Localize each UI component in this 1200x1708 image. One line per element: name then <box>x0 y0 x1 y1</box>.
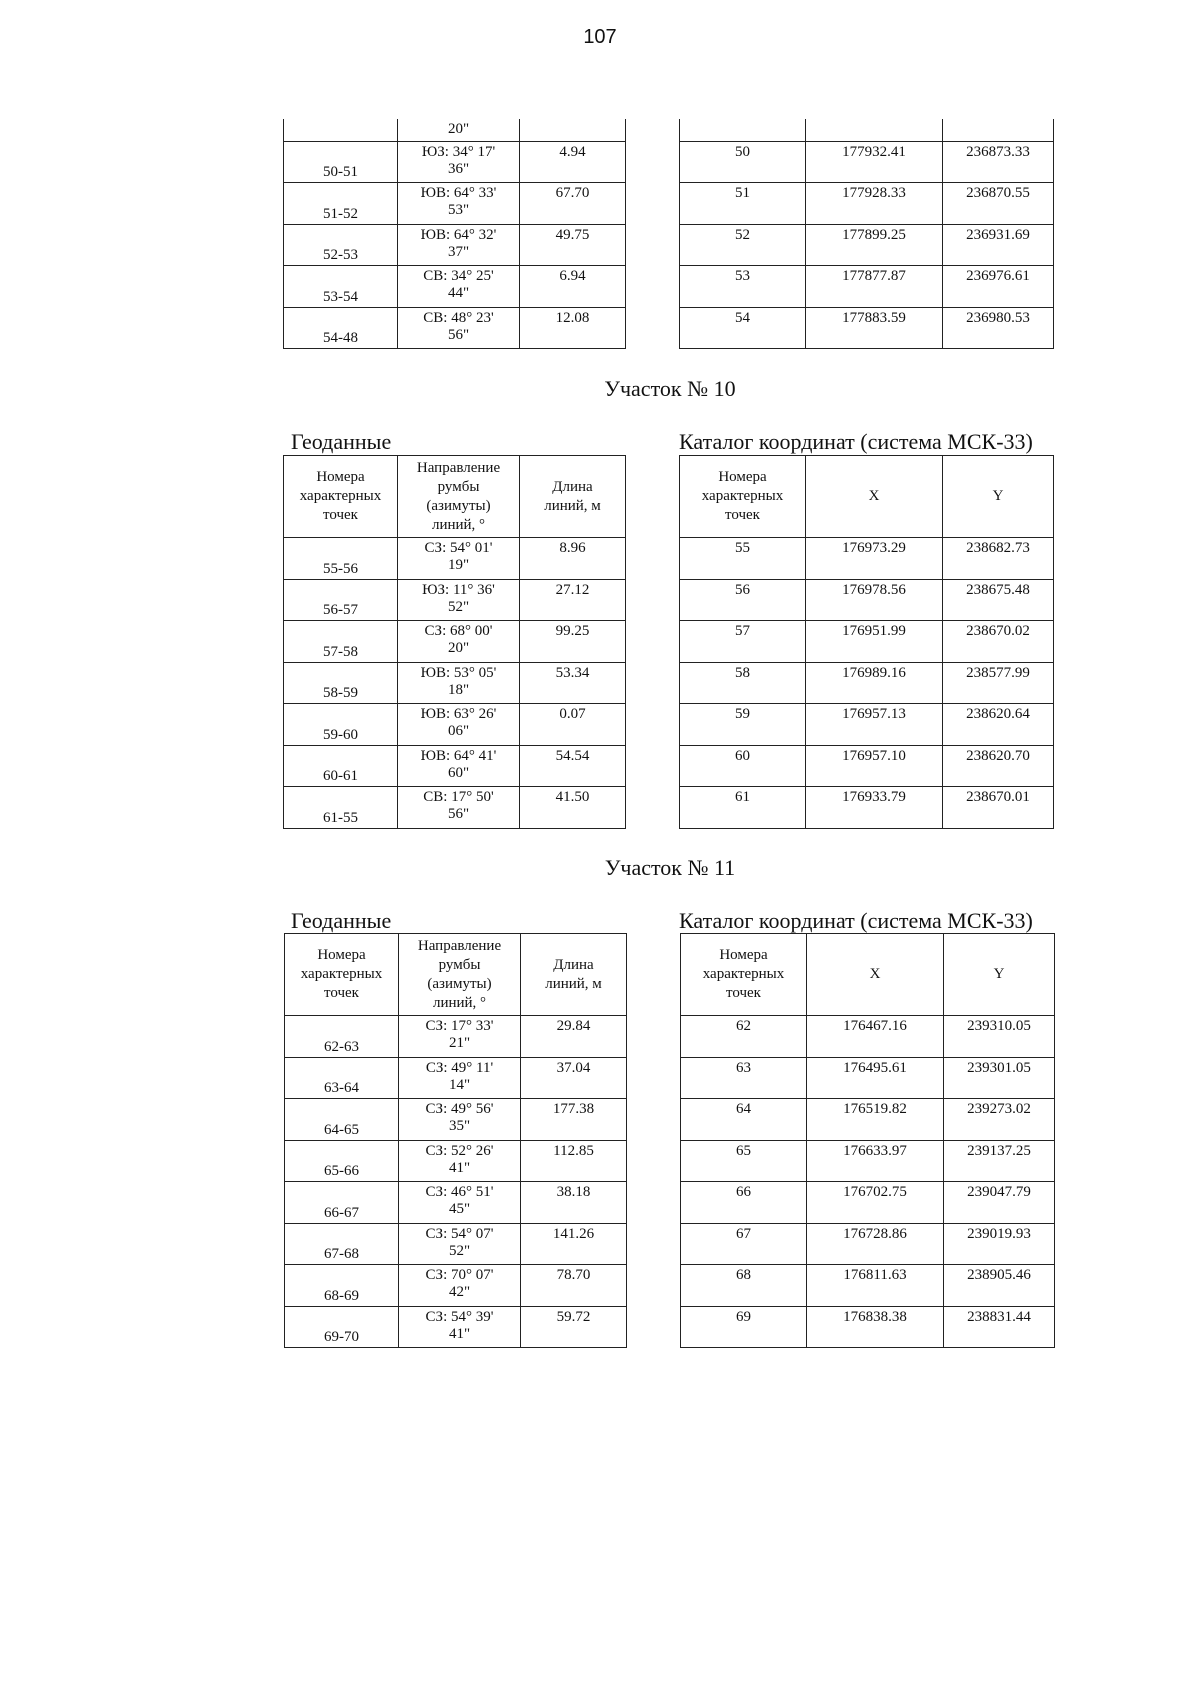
direction-seconds: 18" <box>447 681 470 698</box>
length-cell: 29.84 <box>521 1016 627 1058</box>
table-row <box>681 1099 1055 1141</box>
catalog-caption-10: Каталог координат (система МСК-33) <box>679 429 1033 454</box>
point-cell: 55 <box>680 538 806 580</box>
segment-cell: 64-65 <box>285 1099 399 1141</box>
y-cell: 239047.79 <box>944 1182 1055 1224</box>
header-line: характерных <box>300 966 383 982</box>
segment-cell: 60-61 <box>284 745 398 787</box>
header-line: (азимуты) <box>426 497 491 514</box>
direction-degrees: СЗ: 46° 51' <box>425 1184 494 1200</box>
direction-seconds: 21" <box>448 1035 471 1051</box>
segment-cell: 68-69 <box>285 1265 399 1307</box>
direction-seconds: 19" <box>447 557 470 573</box>
table-row <box>680 662 1054 704</box>
y-cell: 236931.69 <box>943 224 1054 266</box>
segment-cell: 59-60 <box>284 704 398 746</box>
direction-cell <box>399 1182 521 1224</box>
length-cell: 38.18 <box>521 1182 627 1224</box>
point-cell: 65 <box>681 1140 807 1182</box>
x-cell: 176467.16 <box>807 1016 944 1058</box>
direction-degrees: СЗ: 49° 56' <box>425 1101 494 1117</box>
geodata-block-11 <box>284 933 627 1348</box>
header-line: Направление <box>416 459 501 476</box>
direction-seconds: 52" <box>447 598 470 615</box>
segment-cell: 69-70 <box>285 1306 399 1348</box>
table-row <box>680 307 1054 349</box>
x-cell: 176702.75 <box>807 1182 944 1224</box>
segment-cell: 55-56 <box>284 538 398 580</box>
length-cell <box>520 119 626 141</box>
length-cell: 53.34 <box>520 662 626 704</box>
direction-cell <box>398 183 520 225</box>
length-cell: 4.94 <box>520 141 626 183</box>
header-line: характерных <box>702 966 785 982</box>
point-cell: 58 <box>680 662 806 704</box>
segment-cell: 53-54 <box>284 266 398 308</box>
table-row <box>284 224 626 266</box>
direction-seconds: 37" <box>447 243 470 260</box>
length-cell: 54.54 <box>520 745 626 787</box>
direction-seconds: 20" <box>447 640 470 656</box>
section-title-11: Участок № 11 <box>604 855 736 880</box>
table-row <box>680 621 1054 663</box>
direction-seconds: 60" <box>447 764 470 781</box>
direction-cell <box>399 1016 521 1058</box>
table-row <box>681 1265 1055 1307</box>
table-row <box>285 1223 627 1265</box>
direction-degrees: СВ: 17° 50' <box>423 789 494 805</box>
direction-seconds: 56" <box>447 326 470 343</box>
direction-cell <box>398 745 520 787</box>
table-row <box>284 745 626 787</box>
direction-cell <box>398 141 520 183</box>
direction-degrees: ЮВ: 64° 33' <box>420 185 497 201</box>
direction-cell <box>399 1265 521 1307</box>
point-cell: 52 <box>680 224 806 266</box>
table-row <box>284 579 626 621</box>
point-cell: 51 <box>680 183 806 225</box>
col-points-header <box>681 934 807 1016</box>
point-cell: 54 <box>680 307 806 349</box>
table-row <box>284 662 626 704</box>
direction-degrees: ЮВ: 64° 41' <box>420 747 497 764</box>
direction-cell <box>399 1223 521 1265</box>
header-line: Длина <box>552 478 593 495</box>
table-row-fragment <box>680 119 1054 141</box>
segment-cell: 57-58 <box>284 621 398 663</box>
header-line: румбы <box>438 956 481 973</box>
segment-cell: 52-53 <box>284 224 398 266</box>
direction-seconds: 56" <box>447 806 470 822</box>
x-cell: 176933.79 <box>806 787 943 829</box>
table-row <box>681 1140 1055 1182</box>
header-line: румбы <box>437 478 480 495</box>
table-row <box>681 1306 1055 1348</box>
x-cell: 176728.86 <box>807 1223 944 1265</box>
catalog-header-11 <box>681 934 1055 1016</box>
table-row <box>284 787 626 829</box>
continuation-geodata-block <box>283 119 626 349</box>
col-length-header <box>520 456 626 538</box>
table-row <box>284 183 626 225</box>
direction-degrees: СЗ: 54° 39' <box>425 1308 494 1325</box>
point-cell: 63 <box>681 1057 807 1099</box>
direction-degrees: СЗ: 49° 11' <box>425 1059 494 1076</box>
length-cell: 12.08 <box>520 307 626 349</box>
y-cell: 238620.70 <box>943 745 1054 787</box>
x-cell: 177899.25 <box>806 224 943 266</box>
y-cell: 239273.02 <box>944 1099 1055 1141</box>
x-cell: 176957.10 <box>806 745 943 787</box>
table-row <box>680 224 1054 266</box>
point-cell: 62 <box>681 1016 807 1058</box>
col-x-header: X <box>807 934 944 1016</box>
y-cell: 238620.64 <box>943 704 1054 746</box>
direction-seconds: 41" <box>448 1325 471 1342</box>
header-line: характерных <box>701 488 784 504</box>
direction-degrees: СВ: 34° 25' <box>423 268 494 284</box>
direction-seconds: 44" <box>447 285 470 301</box>
table-row-fragment <box>284 119 626 141</box>
direction-cell <box>398 224 520 266</box>
length-cell: 8.96 <box>520 538 626 580</box>
direction-degrees: ЮВ: 63° 26' <box>420 706 497 722</box>
y-cell <box>943 119 1054 141</box>
direction-cell <box>399 1140 521 1182</box>
continuation-catalog-table <box>679 119 1054 349</box>
col-length-header <box>521 934 627 1016</box>
page-number: 107 <box>583 26 617 48</box>
col-points-header <box>284 456 398 538</box>
x-cell: 176519.82 <box>807 1099 944 1141</box>
point-cell: 68 <box>681 1265 807 1307</box>
length-cell: 41.50 <box>520 787 626 829</box>
direction-seconds: 36" <box>447 160 470 177</box>
header-line: точек <box>323 507 358 523</box>
direction-degrees: СЗ: 17° 33' <box>425 1018 494 1034</box>
y-cell: 238670.02 <box>943 621 1054 663</box>
segment-cell: 54-48 <box>284 307 398 349</box>
x-cell: 176973.29 <box>806 538 943 580</box>
point-cell: 59 <box>680 704 806 746</box>
section-title-10: Участок № 10 <box>604 376 736 401</box>
table-row <box>681 1057 1055 1099</box>
direction-degrees: СЗ: 52° 26' <box>425 1142 494 1159</box>
segment-cell: 63-64 <box>285 1057 399 1099</box>
header-line: линий, м <box>544 497 601 514</box>
table-row <box>285 1306 627 1348</box>
table-row <box>680 538 1054 580</box>
segment-cell: 58-59 <box>284 662 398 704</box>
x-cell: 177932.41 <box>806 141 943 183</box>
point-cell: 64 <box>681 1099 807 1141</box>
table-row <box>680 579 1054 621</box>
x-cell: 176633.97 <box>807 1140 944 1182</box>
table-row <box>284 704 626 746</box>
x-cell: 176989.16 <box>806 662 943 704</box>
direction-cell <box>399 1057 521 1099</box>
y-cell: 236976.61 <box>943 266 1054 308</box>
x-cell: 176495.61 <box>807 1057 944 1099</box>
point-cell: 57 <box>680 621 806 663</box>
x-cell: 176838.38 <box>807 1306 944 1348</box>
header-line: линий, ° <box>432 994 487 1011</box>
table-row <box>680 183 1054 225</box>
point-cell: 53 <box>680 266 806 308</box>
point-cell: 69 <box>681 1306 807 1348</box>
direction-seconds: 35" <box>448 1118 471 1134</box>
direction-seconds: 06" <box>447 723 470 739</box>
direction-degrees: СЗ: 54° 07' <box>425 1225 494 1242</box>
header-line: Номера <box>719 947 768 963</box>
direction-cell <box>398 787 520 829</box>
geodata-caption-11: Геоданные <box>291 908 392 933</box>
direction-degrees: СЗ: 70° 07' <box>425 1267 494 1283</box>
table-row <box>680 787 1054 829</box>
direction-seconds: 42" <box>448 1284 471 1300</box>
header-line: Направление <box>417 937 502 954</box>
y-cell: 239019.93 <box>944 1223 1055 1265</box>
x-cell: 176978.56 <box>806 579 943 621</box>
continuation-catalog-block <box>679 119 1054 349</box>
x-cell: 176957.13 <box>806 704 943 746</box>
direction-cell <box>398 704 520 746</box>
direction-degrees: СЗ: 68° 00' <box>424 623 493 639</box>
col-direction-header <box>398 456 520 538</box>
x-cell: 177877.87 <box>806 266 943 308</box>
direction-degrees: ЮВ: 53° 05' <box>420 664 497 681</box>
y-cell: 238670.01 <box>943 787 1054 829</box>
catalog-block-10 <box>679 455 1054 829</box>
segment-cell: 66-67 <box>285 1182 399 1224</box>
direction-cell <box>399 1099 521 1141</box>
col-x-header: X <box>806 456 943 538</box>
direction-degrees: ЮЗ: 34° 17' <box>421 143 496 160</box>
header-line: Номера <box>316 469 365 485</box>
segment-cell: 67-68 <box>285 1223 399 1265</box>
segment-cell: 50-51 <box>284 141 398 183</box>
direction-seconds: 53" <box>447 202 470 218</box>
catalog-caption-11: Каталог координат (система МСК-33) <box>679 908 1033 933</box>
col-y-header: Y <box>944 934 1055 1016</box>
table-row <box>284 141 626 183</box>
table-row <box>681 1223 1055 1265</box>
y-cell: 239310.05 <box>944 1016 1055 1058</box>
segment-cell: 65-66 <box>285 1140 399 1182</box>
x-cell: 177928.33 <box>806 183 943 225</box>
direction-seconds: 41" <box>448 1159 471 1176</box>
length-cell: 78.70 <box>521 1265 627 1307</box>
length-cell: 27.12 <box>520 579 626 621</box>
direction-cell <box>398 307 520 349</box>
header-line: (азимуты) <box>427 975 492 992</box>
table-row <box>285 1099 627 1141</box>
point-cell: 61 <box>680 787 806 829</box>
segment-cell: 62-63 <box>285 1016 399 1058</box>
segment-cell: 56-57 <box>284 579 398 621</box>
geodata-header-11 <box>285 934 627 1016</box>
table-row <box>284 307 626 349</box>
y-cell: 239301.05 <box>944 1057 1055 1099</box>
segment-cell: 51-52 <box>284 183 398 225</box>
table-row <box>285 1016 627 1058</box>
x-cell <box>806 119 943 141</box>
geodata-caption-10: Геоданные <box>291 429 392 454</box>
col-points-header <box>680 456 806 538</box>
length-cell: 37.04 <box>521 1057 627 1099</box>
segment-cell <box>284 119 398 141</box>
table-row <box>284 621 626 663</box>
length-cell: 141.26 <box>521 1223 627 1265</box>
geodata-table-10 <box>283 455 626 829</box>
point-cell: 66 <box>681 1182 807 1224</box>
header-line: Номера <box>718 469 767 485</box>
catalog-block-11 <box>680 933 1055 1348</box>
geodata-block-10 <box>283 455 626 829</box>
x-cell: 176811.63 <box>807 1265 944 1307</box>
table-row <box>285 1182 627 1224</box>
y-cell: 238831.44 <box>944 1306 1055 1348</box>
length-cell: 0.07 <box>520 704 626 746</box>
length-cell: 6.94 <box>520 266 626 308</box>
direction-seconds: 52" <box>448 1242 471 1259</box>
table-row <box>285 1265 627 1307</box>
segment-cell: 61-55 <box>284 787 398 829</box>
y-cell: 238682.73 <box>943 538 1054 580</box>
direction-seconds: 45" <box>448 1201 471 1217</box>
geodata-header-10 <box>284 456 626 538</box>
y-cell: 238577.99 <box>943 662 1054 704</box>
header-line: линий, ° <box>431 516 486 533</box>
direction-cell <box>399 1306 521 1348</box>
table-row <box>284 538 626 580</box>
point-cell: 56 <box>680 579 806 621</box>
geodata-table-11 <box>284 933 627 1348</box>
x-cell: 177883.59 <box>806 307 943 349</box>
catalog-header-10 <box>680 456 1054 538</box>
y-cell: 236873.33 <box>943 141 1054 183</box>
direction-cell <box>398 579 520 621</box>
x-cell: 176951.99 <box>806 621 943 663</box>
point-cell: 67 <box>681 1223 807 1265</box>
catalog-table-11 <box>680 933 1055 1348</box>
direction-degrees: СВ: 48° 23' <box>423 309 494 326</box>
table-row <box>681 1182 1055 1224</box>
table-row <box>680 704 1054 746</box>
length-cell: 67.70 <box>520 183 626 225</box>
table-row <box>681 1016 1055 1058</box>
direction-cell <box>398 621 520 663</box>
continuation-geodata-table <box>283 119 626 349</box>
catalog-table-10 <box>679 455 1054 829</box>
header-line: Номера <box>317 947 366 963</box>
y-cell: 236980.53 <box>943 307 1054 349</box>
direction-fragment-cell: 20" <box>398 119 520 141</box>
point-cell <box>680 119 806 141</box>
y-cell: 239137.25 <box>944 1140 1055 1182</box>
col-direction-header <box>399 934 521 1016</box>
header-line: линий, м <box>545 975 602 992</box>
header-line: Длина <box>553 956 594 973</box>
table-row <box>285 1057 627 1099</box>
table-row <box>284 266 626 308</box>
table-row <box>680 745 1054 787</box>
table-row <box>285 1140 627 1182</box>
header-line: точек <box>726 985 761 1001</box>
header-line: точек <box>725 507 760 523</box>
point-cell: 50 <box>680 141 806 183</box>
length-cell: 112.85 <box>521 1140 627 1182</box>
direction-cell <box>398 662 520 704</box>
col-y-header: Y <box>943 456 1054 538</box>
direction-cell <box>398 538 520 580</box>
direction-degrees: ЮЗ: 11° 36' <box>422 581 495 598</box>
header-line: точек <box>324 985 359 1001</box>
direction-degrees: СЗ: 54° 01' <box>424 540 493 556</box>
header-line: характерных <box>299 488 382 504</box>
table-row <box>680 141 1054 183</box>
col-points-header <box>285 934 399 1016</box>
direction-seconds: 14" <box>448 1076 471 1093</box>
y-cell: 238905.46 <box>944 1265 1055 1307</box>
y-cell: 236870.55 <box>943 183 1054 225</box>
length-cell: 49.75 <box>520 224 626 266</box>
length-cell: 177.38 <box>521 1099 627 1141</box>
point-cell: 60 <box>680 745 806 787</box>
table-row <box>680 266 1054 308</box>
direction-degrees: ЮВ: 64° 32' <box>420 226 497 243</box>
length-cell: 59.72 <box>521 1306 627 1348</box>
y-cell: 238675.48 <box>943 579 1054 621</box>
direction-cell <box>398 266 520 308</box>
length-cell: 99.25 <box>520 621 626 663</box>
